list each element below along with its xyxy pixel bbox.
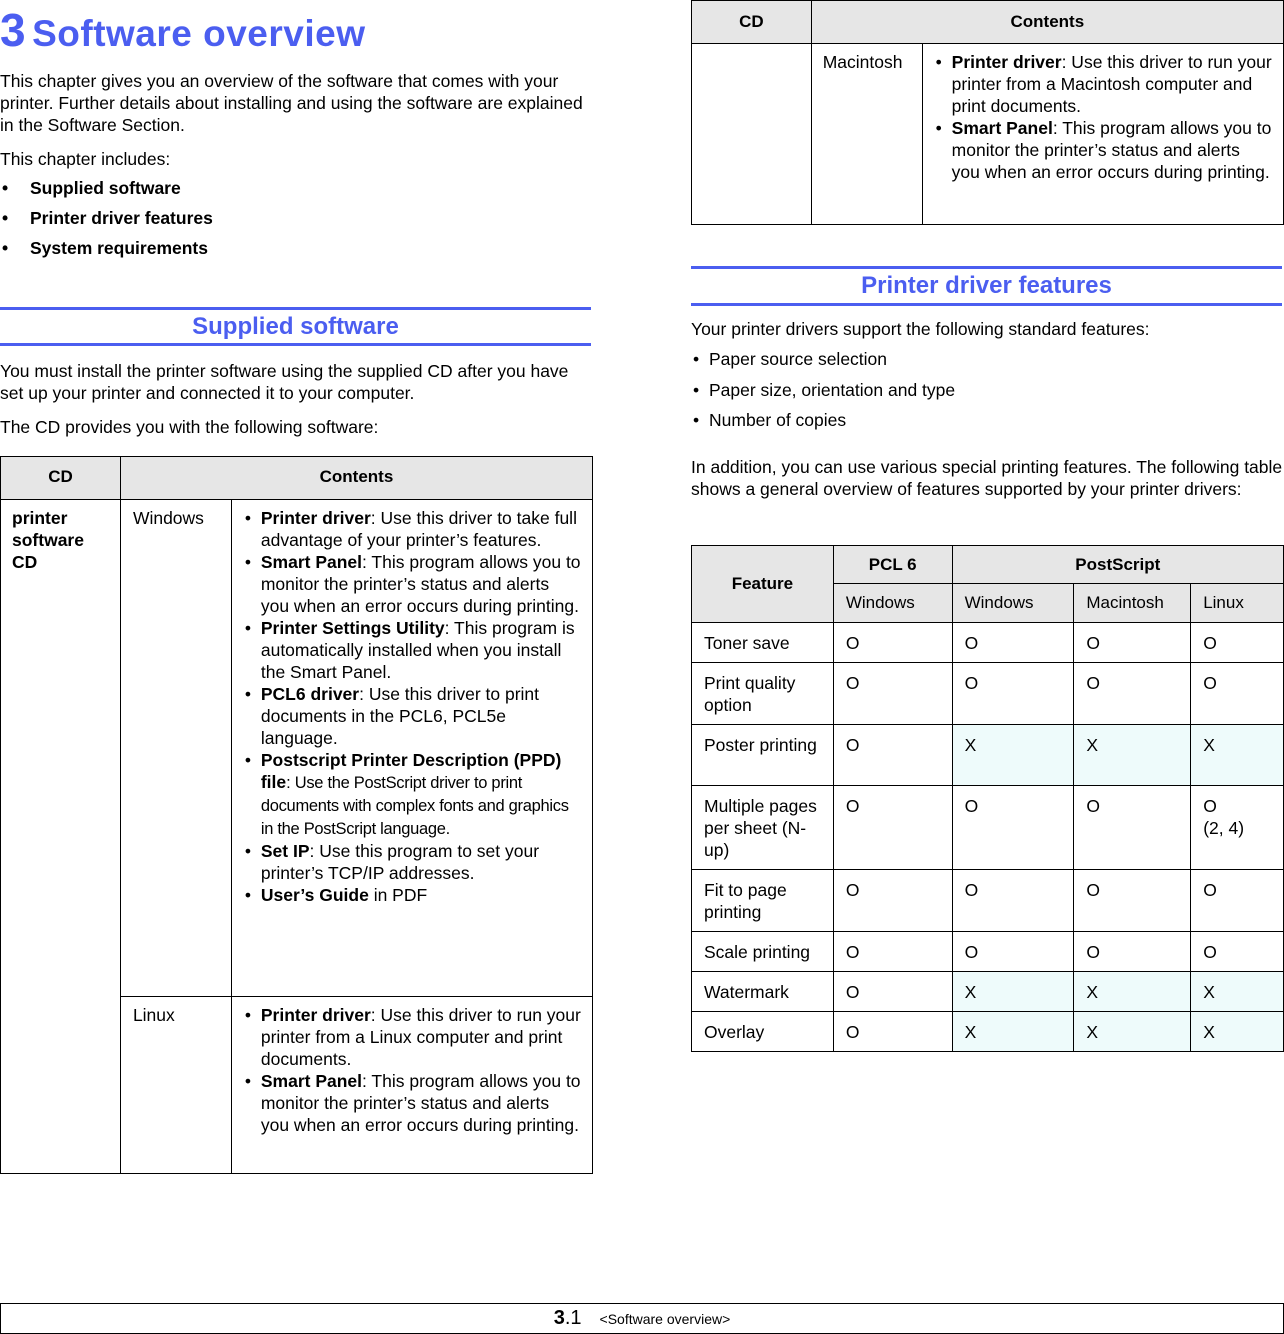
col-postscript-header: PostScript (952, 546, 1283, 584)
sub-header-windows: Windows (952, 584, 1074, 623)
col-cd-header: CD (1, 457, 121, 500)
list-item: • User’s Guide in PDF (243, 884, 581, 906)
list-item: • Postscript Printer Description (PPD) file: Use the PostScript driver to print documents with complex fonts and graphics in the PostScript language. (243, 749, 581, 840)
os-windows: Windows (120, 500, 231, 997)
macintosh-software-list (934, 51, 1272, 183)
nup-note: (2, 4) (1203, 818, 1245, 838)
page-footer (0, 1303, 1284, 1334)
includes-list (0, 177, 213, 267)
table-row: Fit to page printing O O O O (692, 870, 1284, 932)
standard-features-list (691, 348, 955, 440)
list-item: • Number of copies (693, 410, 847, 430)
os-macintosh: Macintosh (811, 44, 922, 225)
table-row: Toner save O O O O (692, 623, 1284, 663)
col-cd-header: CD (692, 1, 812, 44)
supplied-software-heading: Supplied software (0, 307, 591, 346)
supplied-software-p1: You must install the printer software using the supplied CD after you have set up your printer and connected it to your computer. (0, 361, 569, 403)
list-item: • Paper size, orientation and type (693, 379, 956, 400)
table-row: Poster printing O X X X (692, 725, 1284, 786)
chapter-number: 3 (0, 4, 27, 56)
table-row: Multiple pages per sheet (N-up) O O O O (2, 4) (692, 786, 1284, 870)
windows-software-list (243, 507, 581, 906)
sub-header-windows: Windows (833, 584, 952, 623)
includes-item[interactable]: • Printer driver features (2, 208, 213, 228)
chapter-title (0, 4, 366, 60)
list-item: • Printer driver: Use this driver to run your printer from a Macintosh computer and print documents. (934, 51, 1272, 117)
cd-contents-table (0, 456, 593, 1174)
includes-item[interactable]: • Supplied software (2, 178, 181, 198)
table-row: Scale printing O O O O (692, 932, 1284, 972)
os-linux: Linux (120, 997, 231, 1174)
col-contents-header: Contents (811, 1, 1283, 44)
cd-contents-table-continued (691, 0, 1284, 225)
sub-header-linux: Linux (1191, 584, 1284, 623)
driver-features-p2: In addition, you can use various special printing features. The following table shows a general overview of features supported by your printer drivers: (691, 457, 1283, 499)
list-item: • Set IP: Use this program to set your printer’s TCP/IP addresses. (243, 840, 581, 884)
list-item: • Smart Panel: This program allows you to monitor the printer’s status and alerts you when an error occurs during printing. (934, 117, 1272, 183)
footer-label: <Software overview> (599, 1311, 731, 1327)
table-row: Overlay O X X X (692, 1012, 1284, 1052)
cd-name: printer software CD (12, 508, 84, 572)
driver-features-heading: Printer driver features (691, 266, 1282, 306)
includes-item[interactable]: • System requirements (2, 238, 208, 258)
list-item: • Smart Panel: This program allows you to monitor the printer’s status and alerts you when an error occurs during printing. (243, 1070, 581, 1136)
list-item: • Printer Settings Utility: This program is automatically installed when you install the Smart Panel. (243, 617, 581, 683)
driver-features-p1: Your printer drivers support the following standard features: (691, 319, 1150, 339)
list-item: • Printer driver: Use this driver to take full advantage of your printer’s features. (243, 507, 581, 551)
chapter-title-text: Software overview (32, 13, 366, 54)
supplied-software-p2: The CD provides you with the following software: (0, 417, 379, 437)
chapter-intro: This chapter gives you an overview of the software that comes with your printer. Further details about installing and using the software are explained in the Software Section. (0, 71, 583, 135)
list-item: • Printer driver: Use this driver to run your printer from a Linux computer and print documents. (243, 1004, 581, 1070)
features-table (691, 545, 1284, 1052)
table-row: Print quality option O O O O (692, 663, 1284, 725)
includes-label: This chapter includes: (0, 149, 171, 169)
col-pcl6-header: PCL 6 (833, 546, 952, 584)
list-item: • PCL6 driver: Use this driver to print documents in the PCL6, PCL5e language. (243, 683, 581, 749)
page-number: 3.1 (553, 1307, 582, 1329)
col-contents-header: Contents (120, 457, 592, 500)
table-row: Watermark O X X X (692, 972, 1284, 1012)
list-item: • Smart Panel: This program allows you to monitor the printer’s status and alerts you when an error occurs during printing. (243, 551, 581, 617)
col-feature-header: Feature (692, 546, 834, 623)
sub-header-macintosh: Macintosh (1074, 584, 1191, 623)
list-item: • Paper source selection (693, 349, 888, 369)
linux-software-list (243, 1004, 581, 1136)
